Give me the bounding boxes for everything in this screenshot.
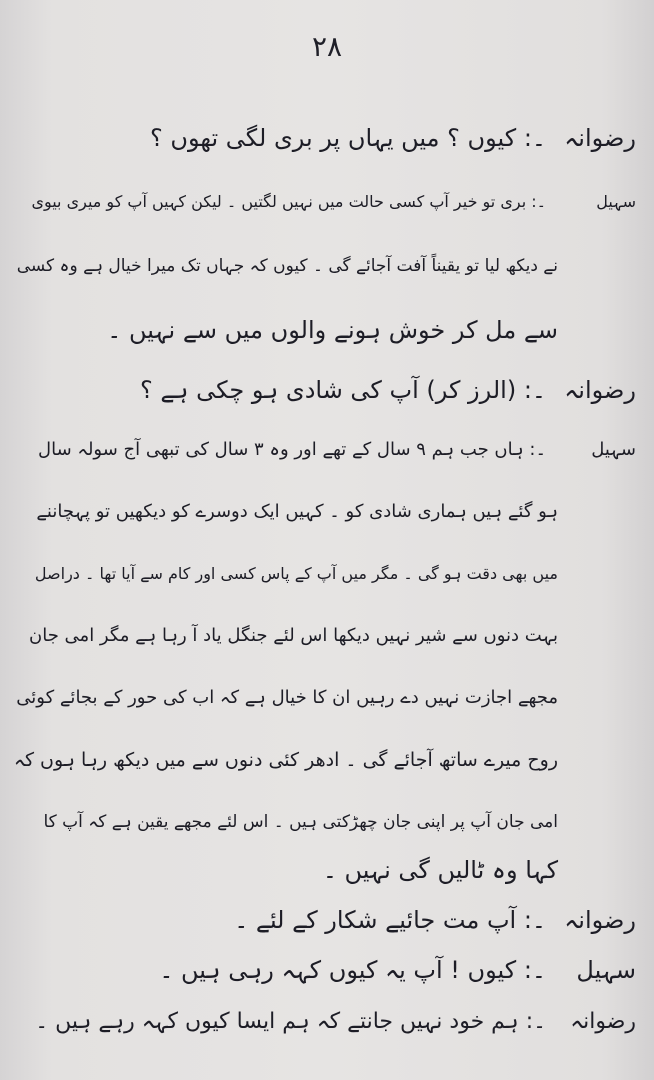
dialogue-line [14, 742, 558, 778]
dialogue-text: امی جان آپ پر اپنی جان چھڑکتی ہیں ۔ اس لئے مجھے یقین ہے کہ آپ کا [43, 812, 558, 832]
dialogue-text: نے دیکھ لیا تو یقیناً آفت آجائے گی ۔ کیوں کہ جہاں تک میرا خیال ہے وہ کسی [16, 256, 558, 276]
dialogue-line [234, 902, 636, 938]
dialogue-text: سے مل کر خوش ہونے والوں میں سے نہیں ۔ [107, 316, 558, 344]
speaker-name: سہیل [576, 956, 636, 984]
speaker-name: سہیل [596, 192, 636, 211]
dialogue-text: کہا وہ ٹالیں گی نہیں ۔ [322, 856, 558, 884]
dialogue-line [323, 852, 558, 888]
dialogue-line [159, 952, 636, 988]
dialogue-text: میں بھی دقت ہو گی ۔ مگر میں آپ کے پاس کسی اور کام سے آیا تھا ۔ دراصل [34, 564, 558, 583]
dialogue-text: مجھے اجازت نہیں دے رہیں ان کا خیال ہے کہ اب کی حور کے بجائے کوئی [16, 687, 558, 708]
dialogue-line [150, 120, 636, 156]
dialogue-text: روح میرے ساتھ آجائے گی ۔ ادھر کئی دنوں سے میں دیکھ رہا ہوں کہ [13, 749, 558, 771]
dialogue-line [17, 248, 558, 284]
dialogue-line [38, 432, 636, 468]
speaker-name: سہیل [591, 439, 636, 460]
speaker-name: رضوانہ [570, 1009, 636, 1034]
dialogue-line [35, 556, 558, 592]
dialogue-line [29, 618, 558, 654]
dialogue-text: ۔: بری تو خیر آپ کسی حالت میں نہیں لگتیں ۔ لیکن کہیں آپ کو میری بیوی [31, 192, 546, 211]
speaker-name: رضوانہ [564, 906, 636, 934]
dialogue-line [140, 372, 636, 408]
speaker-name: رضوانہ [564, 124, 636, 152]
speaker-name: رضوانہ [564, 376, 636, 404]
dialogue-line [36, 494, 558, 530]
dialogue-text: ۔: ہاں جب ہم ۹ سال کے تھے اور وہ ۳ سال کی تبھی آج سولہ سال [38, 439, 546, 460]
page-number: ۲۸ [311, 30, 343, 63]
dialogue-line [31, 184, 636, 220]
dialogue-text: ۔: (الرز کر) آپ کی شادی ہو چکی ہے ؟ [139, 376, 546, 404]
dialogue-text: ۔: آپ مت جائیے شکار کے لئے ۔ [234, 906, 546, 934]
dialogue-text: بہت دنوں سے شیر نہیں دیکھا اس لئے جنگل یاد آ رہا ہے مگر امی جان [29, 625, 558, 646]
dialogue-text: ۔: ہم خود نہیں جانتے کہ ہم ایسا کیوں کہہ رہے ہیں ۔ [35, 1009, 546, 1034]
dialogue-line [43, 804, 558, 840]
dialogue-line [16, 680, 558, 716]
dialogue-text: ۔: کیوں ! آپ یہ کیوں کہہ رہی ہیں ۔ [159, 956, 546, 984]
dialogue-line [107, 312, 558, 348]
dialogue-text: ۔: کیوں ؟ میں یہاں پر بری لگی تھوں ؟ [150, 124, 546, 152]
dialogue-line [35, 1004, 636, 1040]
dialogue-text: ہو گئے ہیں ہماری شادی کو ۔ کہیں ایک دوسرے کو دیکھیں تو پہچاننے [36, 501, 558, 522]
